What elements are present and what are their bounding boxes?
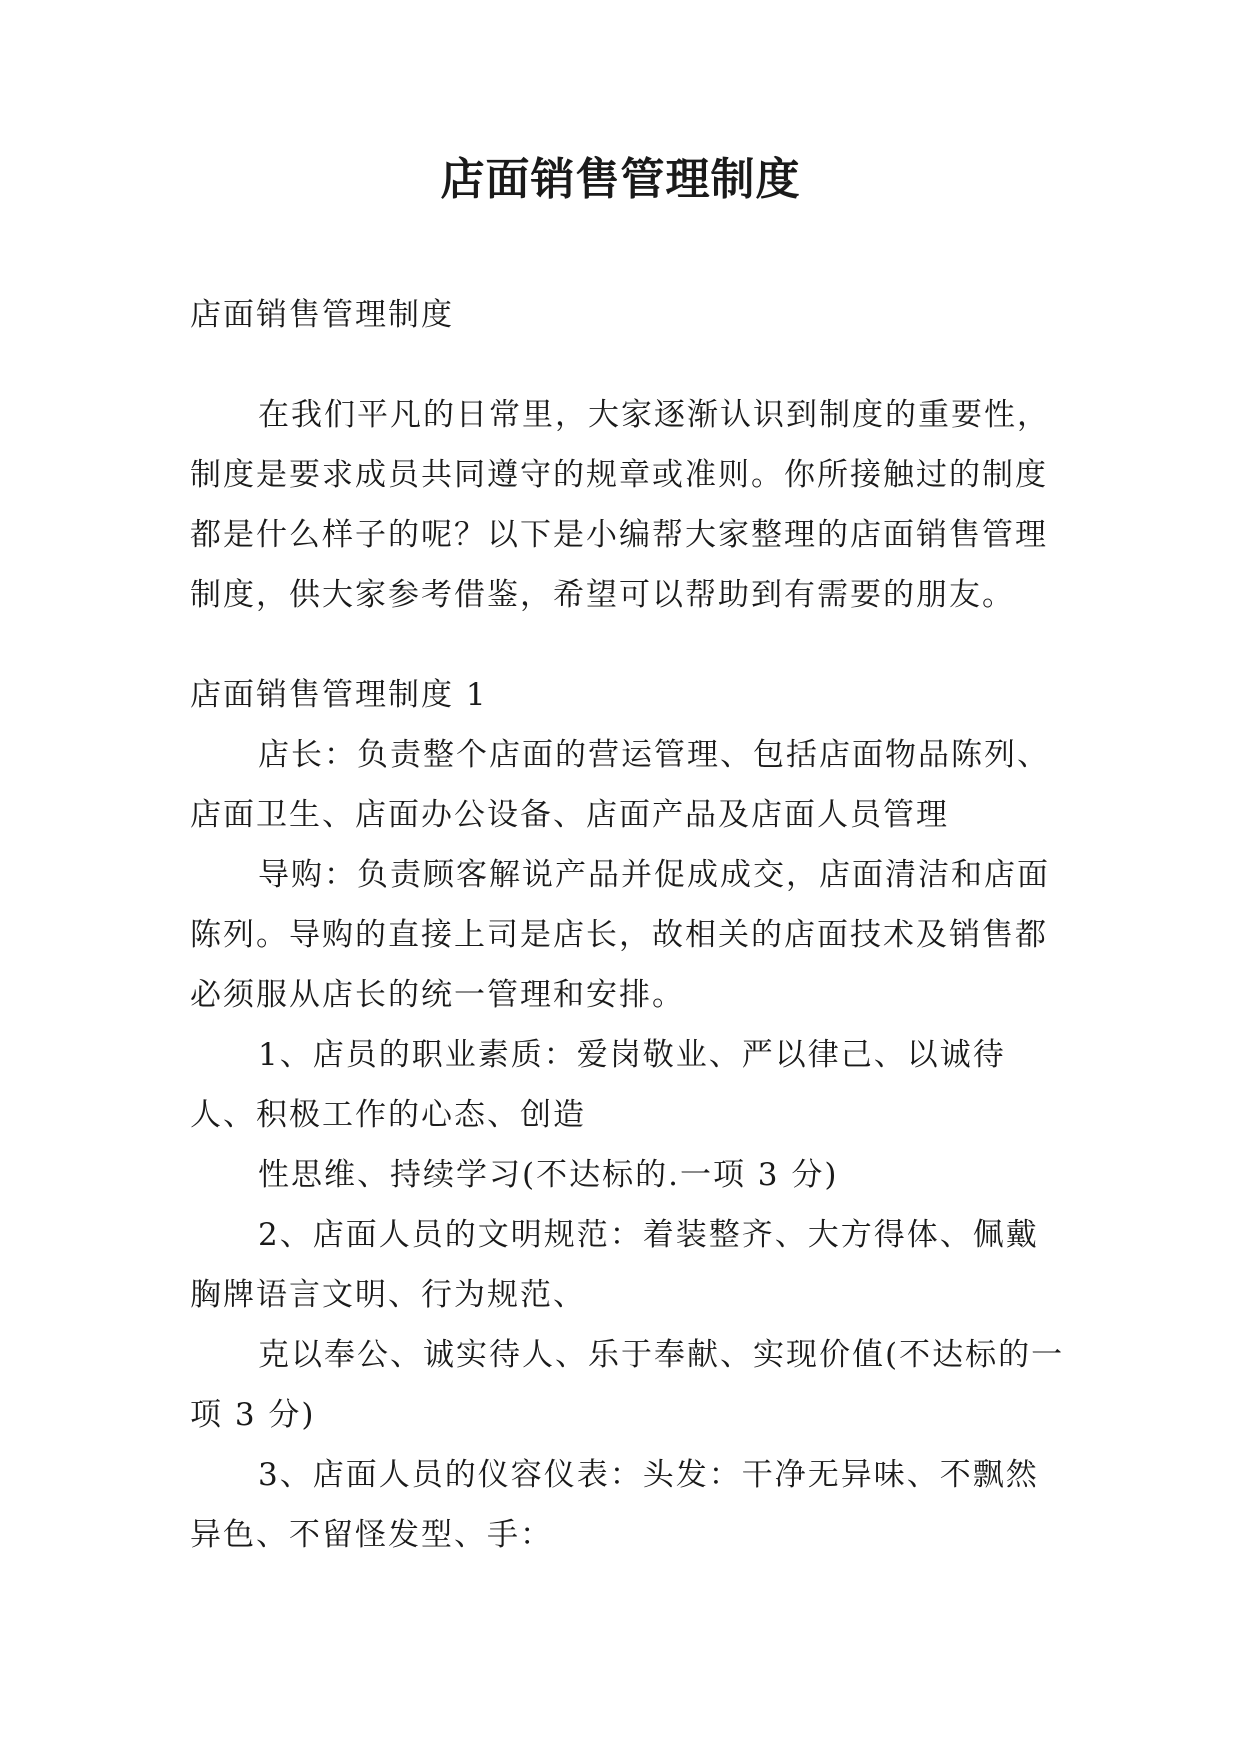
paragraph-item-2-cont: 克以奉公、诚实待人、乐于奉献、实现价值(不达标的一项 3 分) [190, 1337, 1065, 1433]
paragraph-item-3: 3、店面人员的仪容仪表：头发：干净无异味、不飘然异色、不留怪发型、手： [190, 1457, 1039, 1553]
document-title: 店面销售管理制度 [440, 154, 801, 205]
paragraph-item-1-cont: 性思维、持续学习(不达标的.一项 3 分) [258, 1157, 839, 1193]
paragraph-item-2: 2、店面人员的文明规范：着装整齐、大方得体、佩戴胸牌语言文明、行为规范、 [190, 1217, 1039, 1313]
subtitle: 店面销售管理制度 [190, 297, 454, 333]
intro-paragraph: 在我们平凡的日常里，大家逐渐认识到制度的重要性，制度是要求成员共同遵守的规章或准则。你所接触过的制度都是什么样子的呢？以下是小编帮大家整理的店面销售管理制度，供大家参考借鉴，希望可以帮助到有需要的朋友。 [190, 397, 1050, 613]
section-heading: 店面销售管理制度 1 [190, 677, 488, 713]
paragraph-manager: 店长：负责整个店面的营运管理、包括店面物品陈列、店面卫生、店面办公设备、店面产品及店面人员管理 [190, 737, 1050, 833]
paragraph-guide: 导购：负责顾客解说产品并促成成交，店面清洁和店面陈列。导购的直接上司是店长，故相关的店面技术及销售都必须服从店长的统一管理和安排。 [190, 857, 1050, 1013]
spacer [190, 345, 1070, 385]
paragraph-item-1: 1、店员的职业素质：爱岗敬业、严以律己、以诚待人、积极工作的心态、创造 [190, 1037, 1006, 1133]
document-body [190, 285, 1070, 1565]
spacer [190, 625, 1070, 665]
